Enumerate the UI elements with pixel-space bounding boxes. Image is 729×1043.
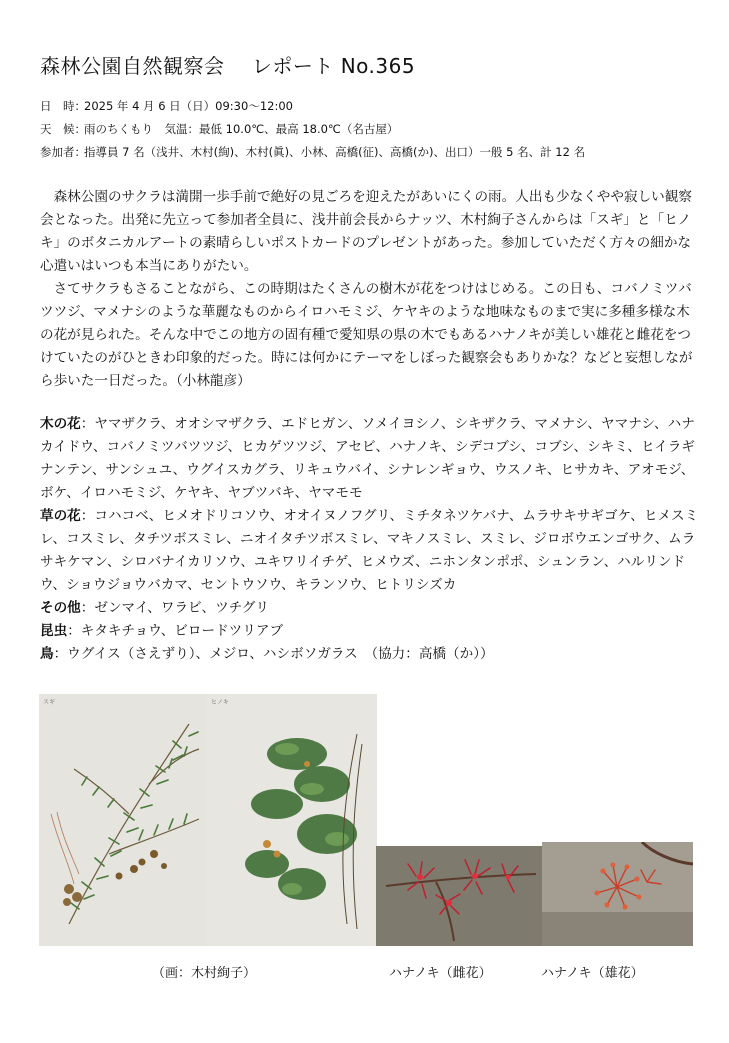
participants-row — [40, 144, 585, 160]
others-label: その他 — [40, 600, 81, 616]
insects-label: 昆虫 — [40, 623, 68, 639]
birds-label: 鳥 — [40, 646, 54, 662]
others — [40, 597, 700, 620]
male-flower-image — [542, 842, 693, 946]
hinoki-branch-illustration — [207, 694, 377, 946]
weather-value: 雨のちくもり 気温：最低 10.0℃、最高 18.0℃（名古屋） — [84, 122, 399, 136]
others-list: ：ゼンマイ、ワラビ、ツチグリ — [80, 600, 269, 616]
report-paragraph: さてサクラもさることながら、この時期はたくさんの樹木が花をつけはじめる。この日も、コバノミツバツツジ、マメナシのような華麗なものからイロハモミジ、ケヤキのような地味なものまで実に多種多様な木の花が見られた。そんな中でこの地方の固有種で愛知県の県の木でもあるハナノキが美しい雄花と雌花をつけていたのがひときわ印象的だった。時には何かにテーマをしぼった観察会もありかな？などと妄想しながら歩いた一日だった。（小林龍彦） — [40, 281, 693, 389]
participants-value: 指導員 7 名（浅井、木村(絢)、木村(眞)、小林、高橋(征)、高橋(か)、出口）一般 5 名、計 12 名 — [84, 145, 586, 159]
birds — [40, 643, 700, 666]
hananoki-female-flower-photo — [376, 846, 542, 946]
tree-flowers-label: 木の花 — [40, 416, 81, 432]
insects-list: ：キタキチョウ、ビロードツリアブ — [67, 623, 284, 639]
date-label: 日 時： — [40, 99, 86, 113]
report-paragraph: 森林公園のサクラは満開一歩手前で絶好の見ごろを迎えたがあいにくの雨。人出も少なくやや寂しい観察会となった。出発に先立って参加者全員に、浅井前会長からナッツ、木村絢子さんからは「スギ」と「ヒノキ」のボタニカルアートの素晴らしいポストカードのプレゼントがあった。参加していただく方々の細かな心遣いはいつも本当にありがたい。 — [40, 189, 692, 274]
female-flower-image — [376, 846, 542, 946]
insects — [40, 620, 700, 643]
grass-flowers-list: ：コハコベ、ヒメオドリコソウ、オオイヌノフグリ、ミチタネツケバナ、ムラサキサギゴケ、ヒメスミレ、コスミレ、タチツボスミレ、ニオイタチツボスミレ、マキノスミレ、スミレ、ジロボウエンゴサク、ムラサキケマン、シロバナイカリソウ、ユキワリイチゲ、ヒメウズ、ニホンタンポポ、シュンラン、ハルリンドウ、ショウジョウバカマ、セントウソウ、キランソウ、ヒトリシズカ — [40, 508, 699, 593]
species-list — [40, 413, 700, 666]
caption-female: ハナノキ（雌花） — [389, 966, 492, 981]
tree-flowers-list: ：ヤマザクラ、オオシマザクラ、エドヒガン、ソメイヨシノ、シキザクラ、マメナシ、ヤマナシ、ハナカイドウ、コバノミツバツツジ、ヒカゲツツジ、アセビ、ハナノキ、シデコブシ、コブシ、シキミ、ヒイラギナンテン、サンシュユ、ウグイスカグラ、リキュウバイ、シナレンギョウ、ウスノキ、ヒサカキ、アオモジ、ボケ、イロハモミジ、ケヤキ、ヤブツバキ、ヤマモモ — [40, 416, 695, 501]
grass-flowers — [40, 505, 700, 597]
sugi-branch-illustration — [39, 694, 207, 946]
caption-male: ハナノキ（雄花） — [541, 966, 644, 981]
date-value: 2025 年 4 月 6 日（日）09:30〜12:00 — [84, 99, 293, 113]
page-title: 森林公園自然観察会 レポート No.365 — [40, 54, 416, 78]
sugi-botanical-art — [39, 694, 207, 946]
tree-flowers — [40, 413, 700, 505]
caption-art: （画：木村絢子） — [152, 966, 257, 981]
participants-label: 参加者： — [40, 145, 86, 159]
hinoki-card-label: ヒノキ — [211, 699, 229, 706]
date-row — [40, 98, 293, 114]
report-body — [40, 186, 700, 393]
weather-label: 天 候： — [40, 122, 86, 136]
hinoki-botanical-art — [207, 694, 377, 946]
grass-flowers-label: 草の花 — [40, 508, 81, 524]
birds-list: ：ウグイス（さえずり）、メジロ、ハシボソガラス （協力：高橋（か）） — [53, 646, 494, 662]
sugi-card-label: スギ — [43, 699, 56, 706]
hananoki-male-flower-photo — [542, 842, 693, 946]
weather-row — [40, 121, 398, 137]
